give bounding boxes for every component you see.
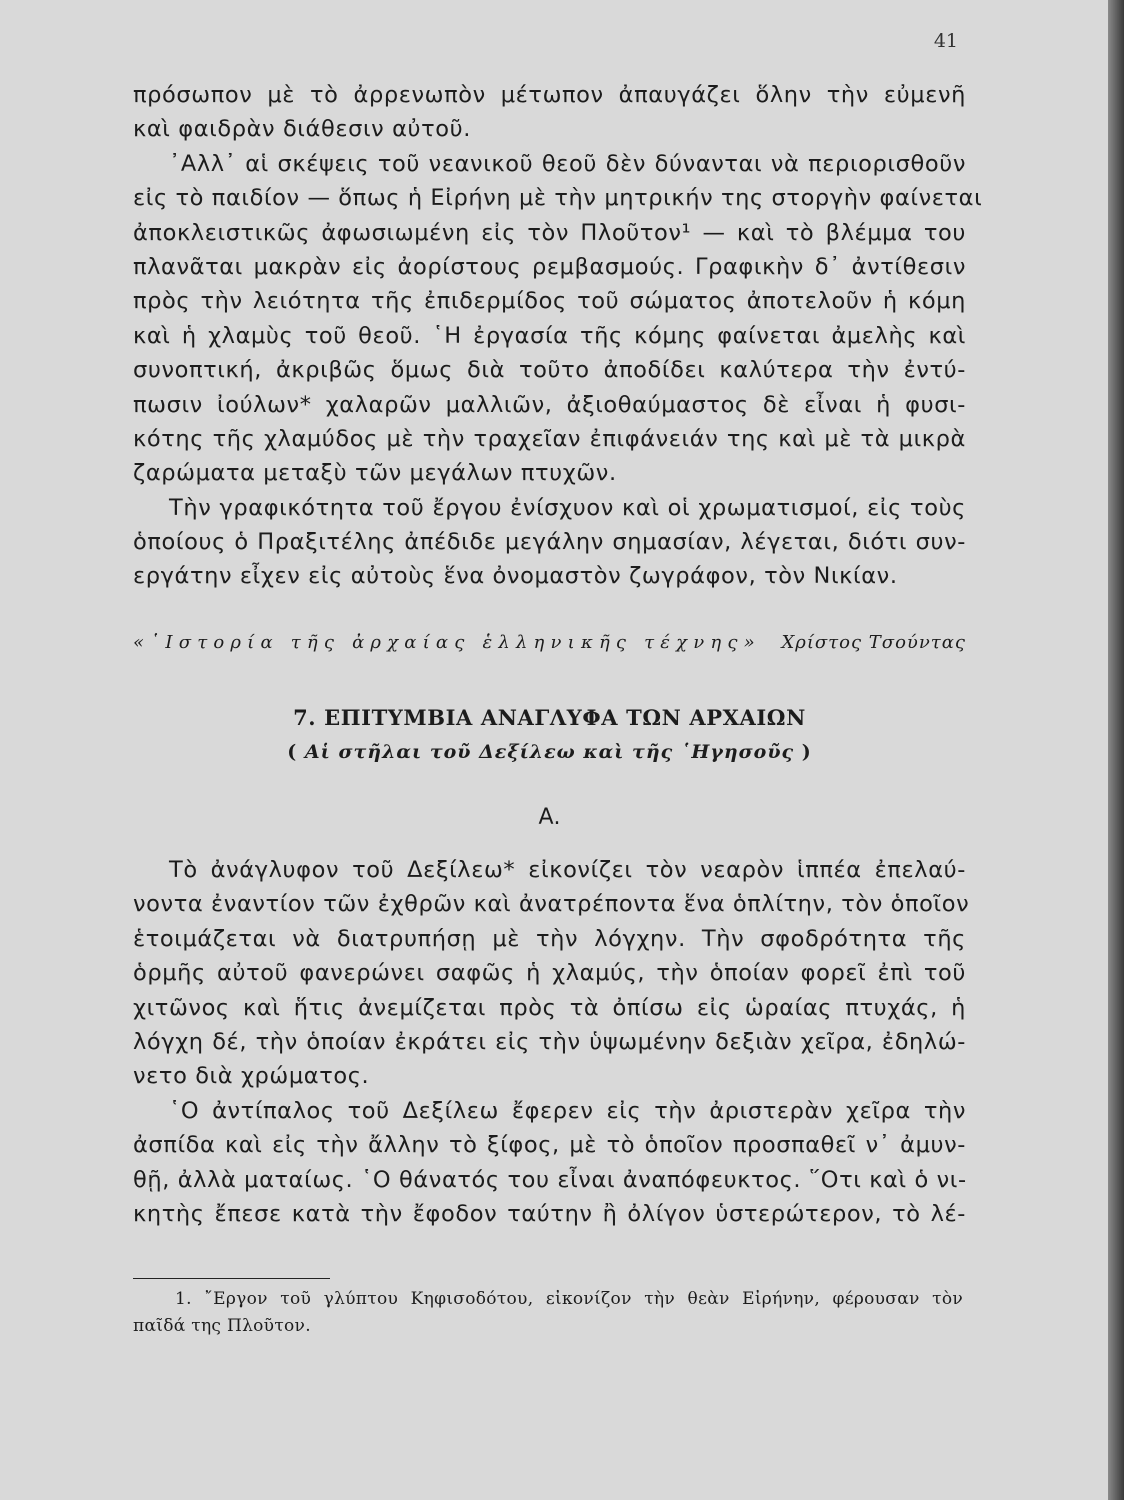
text-line: πρόσωπον μὲ τὸ ἀρρενωπὸν μέτωπον ἀπαυγάζει ὅλην τὴν εὐμενῆ (133, 82, 966, 108)
text-line: εἰς τὸ παιδίον — ὅπως ἡ Εἰρήνη μὲ τὴν μητρικήν της στοργὴν φαίνεται (133, 185, 983, 212)
text-line: ὁρμῆς αὐτοῦ φανερώνει σαφῶς ἡ χλαμύς, τὴν ὁποίαν φορεῖ ἐπὶ τοῦ (133, 960, 966, 987)
text-line: κότης τῆς χλαμύδος μὲ τὴν τραχεῖαν ἐπιφάνειάν της καὶ μὲ τὰ μικρὰ (133, 425, 966, 452)
text-line: λόγχη δέ, τὴν ὁποίαν ἐκράτει εἰς τὴν ὑψωμένην δεξιὰν χεῖρα, ἐδηλώ- (133, 1028, 966, 1055)
text-line: κητὴς ἔπεσε κατὰ τὴν ἔφοδον ταύτην ἢ ὀλίγον ὑστερώτερον, τὸ λέ- (133, 1200, 966, 1227)
source-work-title: «῾Ιστορία τῆς ἀρχαίας ἑλληνικῆς τέχνης» (133, 632, 761, 653)
source-author: Χρίστος Τσούντας (781, 632, 966, 653)
text-line: Τὸ ἀνάγλυφον τοῦ Δεξίλεω* εἰκονίζει τὸν νεαρὸν ἱππέα ἐπελαύ- (169, 857, 966, 883)
upper-body-text (133, 78, 983, 594)
part-letter: Α. (538, 805, 561, 830)
text-line: νοντα ἐναντίον τῶν ἐχθρῶν καὶ ἀνατρέποντα ἕνα ὁπλίτην, τὸν ὁποῖον (133, 891, 970, 918)
page-edge-shadow (1108, 0, 1124, 1500)
subtitle-close-paren: ) (794, 741, 812, 763)
text-line: ὁποίους ὁ Πραξιτέλης ἀπέδιδε μεγάλην σημασίαν, λέγεται, διότι συν- (133, 529, 966, 556)
text-line: ᾿Αλλ᾿ αἱ σκέψεις τοῦ νεανικοῦ θεοῦ δὲν δύνανται νὰ περιορισθοῦν (169, 150, 966, 177)
text-line: πρὸς τὴν λειότητα τῆς ἐπιδερμίδος τοῦ σώματος ἀποτελοῦν ἡ κόμη (133, 288, 966, 315)
text-line: θῇ, ἀλλὰ ματαίως. ῾Ο θάνατός του εἶναι ἀναπόφευκτος. ῞Οτι καὶ ὁ νι- (133, 1166, 967, 1193)
text-line: χιτῶνος καὶ ἥτις ἀνεμίζεται πρὸς τὰ ὀπίσω εἰς ὡραίας πτυχάς, ἡ (133, 994, 966, 1021)
text-line: 1. ῎Εργον τοῦ γλύπτου Κηφισοδότου, εἰκονίζον τὴν θεὰν Εἰρήνην, φέρουσαν τὸν (175, 1289, 963, 1309)
text-line: ἀποκλειστικῶς ἀφωσιωμένη εἰς τὸν Πλοῦτον¹ — καὶ τὸ βλέμμα του (133, 219, 966, 246)
subtitle-open-paren: ( (287, 741, 305, 763)
text-line: εργάτην εἶχεν εἰς αὐτοὺς ἕνα ὀνομαστὸν ζωγράφον, τὸν Νικίαν. (133, 563, 898, 590)
page-number: 41 (933, 30, 958, 52)
footnote-divider (133, 1278, 330, 1279)
footnotes (133, 1286, 963, 1340)
section-subtitle (133, 741, 966, 763)
text-line: πλανᾶται μακρὰν εἰς ἀορίστους ρεμβασμούς. Γραφικὴν δ᾿ ἀντίθεσιν (133, 253, 966, 280)
source-citation (133, 632, 966, 662)
text-line: συνοπτική, ἀκριβῶς ὅμως διὰ τοῦτο ἀποδίδει καλύτερα τὴν ἐντύ- (133, 357, 966, 384)
text-line: ἀσπίδα καὶ εἰς τὴν ἄλλην τὸ ξίφος, μὲ τὸ ὁποῖον προσπαθεῖ ν᾿ ἀμυν- (133, 1132, 966, 1159)
text-line: ῾Ο ἀντίπαλος τοῦ Δεξίλεω ἔφερεν εἰς τὴν ἀριστερὰν χεῖρα τὴν (169, 1097, 966, 1124)
text-line: ἑτοιμάζεται νὰ διατρυπήσῃ μὲ τὴν λόγχην. Τὴν σφοδρότητα τῆς (133, 925, 966, 952)
text-line: καὶ φαιδρὰν διάθεσιν αὐτοῦ. (133, 116, 472, 143)
lower-body-text (133, 853, 970, 1231)
section-title: 7. ΕΠΙΤΥΜΒΙΑ ΑΝΑΓΛΥΦΑ ΤΩΝ ΑΡΧΑΙΩΝ (293, 705, 806, 730)
text-line: ζαρώματα μεταξὺ τῶν μεγάλων πτυχῶν. (133, 460, 617, 487)
text-line: Τὴν γραφικότητα τοῦ ἔργου ἐνίσχυον καὶ οἱ χρωματισμοί, εἰς τοὺς (169, 494, 966, 521)
text-line: πωσιν ἰούλων* χαλαρῶν μαλλιῶν, ἀξιοθαύμαστος δὲ εἶναι ἡ φυσι- (133, 391, 966, 418)
text-line: παῖδά της Πλοῦτον. (133, 1316, 311, 1336)
text-line: καὶ ἡ χλαμὺς τοῦ θεοῦ. ῾Η ἐργασία τῆς κόμης φαίνεται ἀμελὴς καὶ (133, 322, 966, 349)
text-line: νετο διὰ χρώματος. (133, 1063, 370, 1090)
subtitle-text: Αἱ στῆλαι τοῦ Δεξίλεω καὶ τῆς ῾Ηγησοῦς (304, 741, 795, 763)
